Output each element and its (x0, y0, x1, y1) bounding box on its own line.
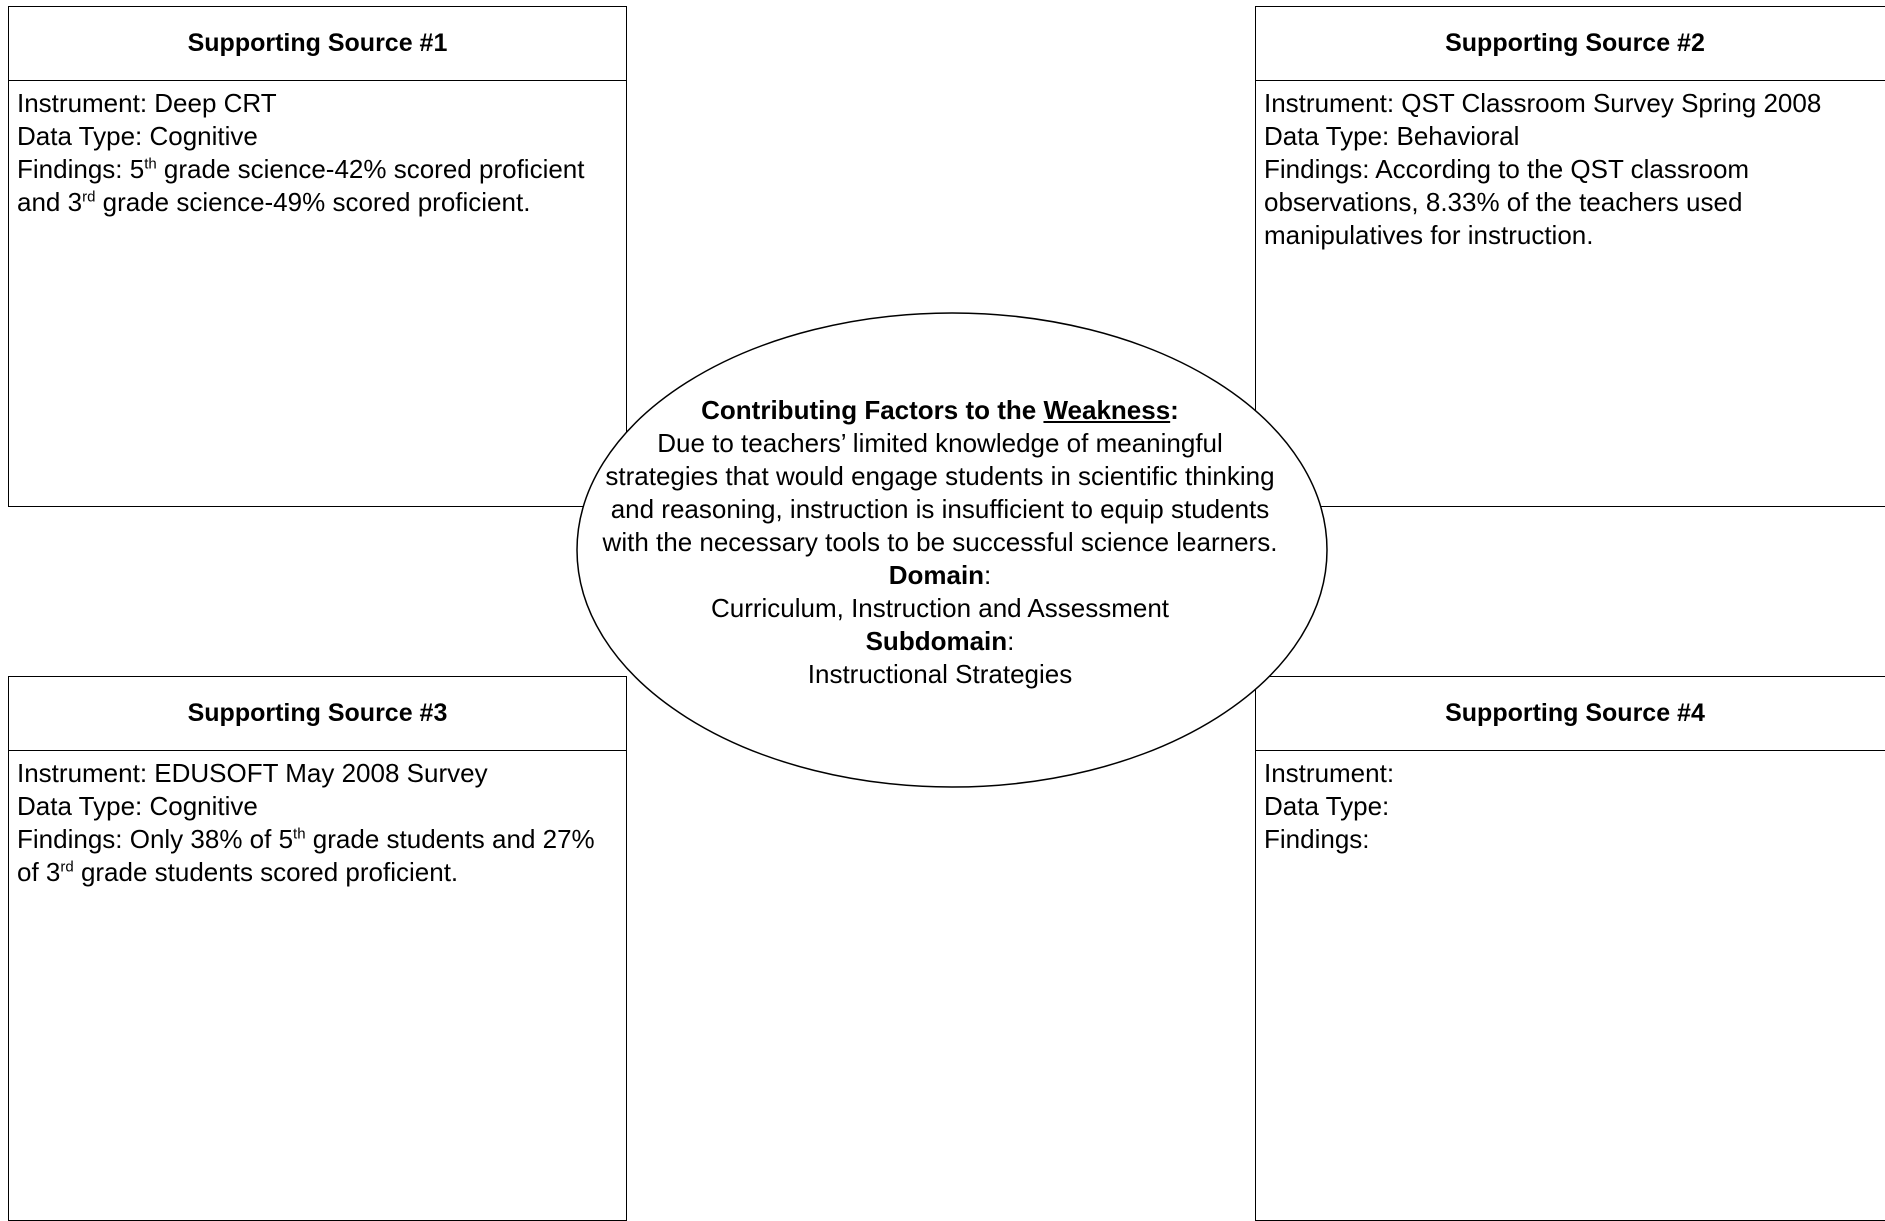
subdomain-label: Subdomain (865, 626, 1008, 656)
supporting-source-4-body (1256, 751, 1885, 862)
source-2-findings: Findings: According to the QST classroom observations, 8.33% of the teachers used manipulatives for instruction. (1264, 154, 1750, 250)
source-3-findings-prefix: Findings: Only 38% of 5 (17, 824, 294, 854)
source-2-instrument: Instrument: QST Classroom Survey Spring 2008 (1264, 88, 1822, 118)
source-4-data-type: Data Type: (1264, 791, 1390, 821)
supporting-source-2-title: Supporting Source #2 (1256, 7, 1885, 81)
source-1-findings-mid: grade science-42% scored proficient and 3 (17, 154, 585, 217)
supporting-source-3-box (8, 676, 627, 1221)
source-1-findings-sup1: th (144, 155, 157, 173)
supporting-source-1-body (9, 81, 626, 225)
source-3-findings-sup1: th (293, 825, 306, 843)
central-description: Due to teachers’ limited knowledge of meaningful strategies that would engage students in scientific thinking and reasoning, instruction is insufficient to equip students with the necessary tools to be successful science learners. (602, 428, 1278, 557)
supporting-source-4-title: Supporting Source #4 (1256, 677, 1885, 751)
source-1-findings-prefix: Findings: 5 (17, 154, 145, 184)
source-3-findings-suffix: grade students scored proficient. (73, 857, 459, 887)
source-1-data-type: Data Type: Cognitive (17, 121, 258, 151)
supporting-source-2-box (1255, 6, 1885, 507)
supporting-source-4-box (1255, 676, 1885, 1221)
central-heading-prefix: Contributing Factors to the (701, 395, 1044, 425)
central-factor-text (600, 394, 1280, 691)
domain-value: Curriculum, Instruction and Assessment (710, 593, 1170, 623)
source-2-data-type: Data Type: Behavioral (1264, 121, 1520, 151)
subdomain-value: Instructional Strategies (807, 659, 1073, 689)
domain-colon: : (984, 560, 992, 590)
source-3-findings-mid: grade students and 27% of 3 (17, 824, 595, 887)
source-3-instrument: Instrument: EDUSOFT May 2008 Survey (17, 758, 488, 788)
source-1-instrument: Instrument: Deep CRT (17, 88, 277, 118)
central-heading-colon: : (1170, 395, 1179, 425)
subdomain-colon: : (1007, 626, 1015, 656)
source-4-instrument: Instrument: (1264, 758, 1395, 788)
central-heading (600, 394, 1280, 427)
source-3-findings (17, 823, 618, 889)
source-1-findings-sup2: rd (82, 188, 96, 206)
supporting-source-2-body (1256, 81, 1885, 258)
domain-label-line (600, 559, 1280, 592)
source-1-findings (17, 153, 618, 219)
central-heading-weakness: Weakness (1043, 395, 1171, 425)
subdomain-label-line (600, 625, 1280, 658)
supporting-source-3-body (9, 751, 626, 895)
source-4-findings: Findings: (1264, 824, 1370, 854)
supporting-source-1-box (8, 6, 627, 507)
supporting-source-1-title: Supporting Source #1 (9, 7, 626, 81)
domain-label: Domain (888, 560, 985, 590)
source-3-findings-sup2: rd (60, 858, 74, 876)
supporting-source-3-title: Supporting Source #3 (9, 677, 626, 751)
source-3-data-type: Data Type: Cognitive (17, 791, 258, 821)
source-1-findings-suffix: grade science-49% scored proficient. (95, 187, 531, 217)
